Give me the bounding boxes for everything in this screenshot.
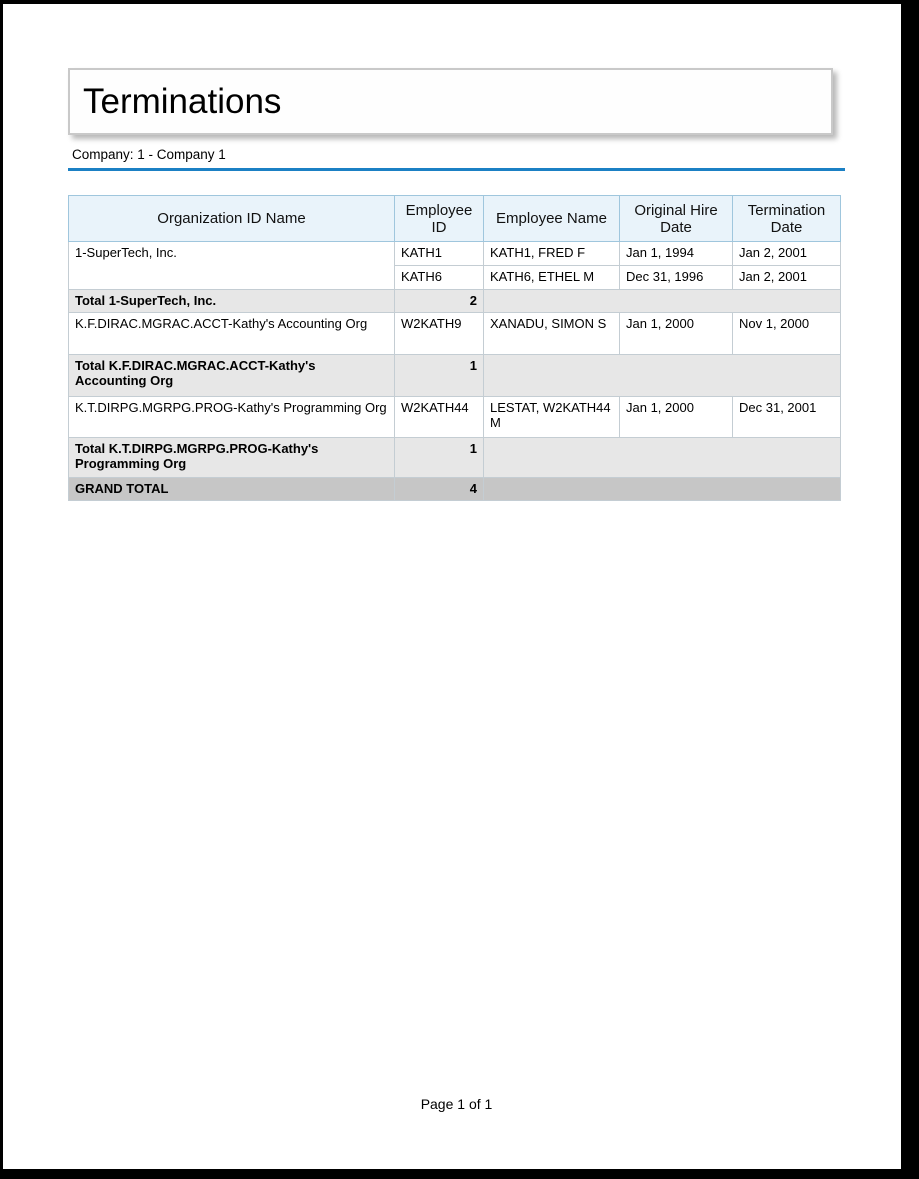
terminations-table bbox=[68, 195, 841, 501]
column-header-employee-name: Employee Name bbox=[484, 196, 620, 242]
employee-id-cell: W2KATH44 bbox=[395, 397, 484, 438]
page-title: Terminations bbox=[83, 81, 282, 121]
group-total-row bbox=[69, 438, 841, 478]
grand-total-count-cell: 4 bbox=[395, 478, 484, 501]
hire-date-cell: Jan 1, 2000 bbox=[620, 313, 733, 355]
total-empty-cell bbox=[484, 290, 841, 313]
hire-date-cell: Jan 1, 2000 bbox=[620, 397, 733, 438]
table-row bbox=[69, 313, 841, 355]
accent-rule bbox=[68, 168, 845, 171]
report-title-box bbox=[68, 68, 833, 135]
grand-total-empty-cell bbox=[484, 478, 841, 501]
termination-date-cell: Nov 1, 2000 bbox=[733, 313, 841, 355]
termination-date-cell: Jan 2, 2001 bbox=[733, 266, 841, 290]
page-number-label: Page 1 of 1 bbox=[420, 1096, 493, 1112]
employee-id-cell: KATH6 bbox=[395, 266, 484, 290]
employee-id-cell: KATH1 bbox=[395, 242, 484, 266]
column-header-employee-id: Employee ID bbox=[395, 196, 484, 242]
employee-name-cell: LESTAT, W2KATH44 M bbox=[484, 397, 620, 438]
termination-date-cell: Jan 2, 2001 bbox=[733, 242, 841, 266]
group-total-row bbox=[69, 290, 841, 313]
hire-date-cell: Jan 1, 1994 bbox=[620, 242, 733, 266]
total-empty-cell bbox=[484, 438, 841, 478]
org-name-cell: K.T.DIRPG.MGRPG.PROG-Kathy's Programming Org bbox=[69, 397, 395, 438]
grand-total-label-cell: GRAND TOTAL bbox=[69, 478, 395, 501]
total-label-cell: Total 1-SuperTech, Inc. bbox=[69, 290, 395, 313]
hire-date-cell: Dec 31, 1996 bbox=[620, 266, 733, 290]
termination-date-cell: Dec 31, 2001 bbox=[733, 397, 841, 438]
org-name-cell: K.F.DIRAC.MGRAC.ACCT-Kathy's Accounting Org bbox=[69, 313, 395, 355]
total-count-cell: 1 bbox=[395, 355, 484, 397]
column-header-termination-date: Termination Date bbox=[733, 196, 841, 242]
total-label-cell: Total K.F.DIRAC.MGRAC.ACCT-Kathy's Accounting Org bbox=[69, 355, 395, 397]
employee-name-cell: KATH1, FRED F bbox=[484, 242, 620, 266]
company-filter-label: Company: 1 - Company 1 bbox=[72, 147, 226, 162]
table-header-row bbox=[69, 196, 841, 242]
org-name-cell: 1-SuperTech, Inc. bbox=[69, 242, 395, 290]
total-count-cell: 1 bbox=[395, 438, 484, 478]
column-header-original-hire-date: Original Hire Date bbox=[620, 196, 733, 242]
table-row bbox=[69, 242, 841, 266]
total-empty-cell bbox=[484, 355, 841, 397]
column-header-organization: Organization ID Name bbox=[69, 196, 395, 242]
employee-id-cell: W2KATH9 bbox=[395, 313, 484, 355]
employee-name-cell: KATH6, ETHEL M bbox=[484, 266, 620, 290]
employee-name-cell: XANADU, SIMON S bbox=[484, 313, 620, 355]
group-total-row bbox=[69, 355, 841, 397]
grand-total-row bbox=[69, 478, 841, 501]
total-label-cell: Total K.T.DIRPG.MGRPG.PROG-Kathy's Programming Org bbox=[69, 438, 395, 478]
total-count-cell: 2 bbox=[395, 290, 484, 313]
table-row bbox=[69, 397, 841, 438]
report-page bbox=[3, 4, 901, 1169]
